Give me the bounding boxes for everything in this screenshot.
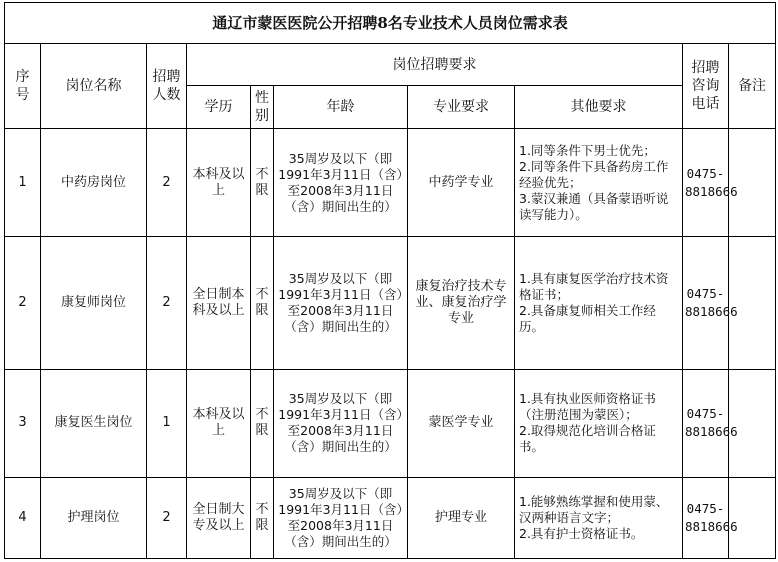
cell-age: 35周岁及以下（即1991年3月11日（含）至2008年3月11日（含）期间出生的） [274, 369, 408, 477]
cell-seq: 3 [5, 369, 41, 477]
table-row [5, 237, 776, 369]
cell-phone: 0475-8818666 [683, 477, 729, 558]
cell-count: 1 [147, 369, 187, 477]
cell-major: 中药学专业 [408, 129, 515, 237]
cell-major: 蒙医学专业 [408, 369, 515, 477]
cell-gender: 不限 [251, 369, 274, 477]
cell-count: 2 [147, 237, 187, 369]
cell-major: 康复治疗技术专业、康复治疗学专业 [408, 237, 515, 369]
other-requirement-line: 2.取得规范化培训合格证书。 [519, 423, 656, 455]
cell-other [515, 477, 683, 558]
recruitment-table [4, 2, 776, 559]
cell-age: 35周岁及以下（即1991年3月11日（含）至2008年3月11日（含）期间出生的） [274, 129, 408, 237]
header-remark: 备注 [729, 44, 776, 129]
header-requirements: 岗位招聘要求 [187, 44, 683, 86]
cell-phone: 0475-8818666 [683, 237, 729, 369]
header-phone: 招聘 咨询 电话 [683, 44, 729, 129]
header-gender: 性 别 [251, 86, 274, 129]
cell-other [515, 369, 683, 477]
other-requirement-line: 2.具有护士资格证书。 [519, 525, 644, 541]
header-education: 学历 [187, 86, 251, 129]
other-requirement-line: 1.同等条件下男士优先； [519, 142, 656, 158]
cell-other [515, 237, 683, 369]
cell-major: 护理专业 [408, 477, 515, 558]
other-requirement-line: 1.能够熟练掌握和使用蒙、汉两种语言文字； [519, 493, 669, 525]
table-row [5, 129, 776, 237]
header-position: 岗位名称 [41, 44, 147, 129]
cell-seq: 4 [5, 477, 41, 558]
table-row [5, 477, 776, 558]
header-seq: 序 号 [5, 44, 41, 129]
other-requirement-line: 2.同等条件下具备药房工作经验优先； [519, 158, 669, 190]
table-title: 通辽市蒙医医院公开招聘8名专业技术人员岗位需求表 [5, 3, 776, 44]
other-requirement-line: 2.具备康复师相关工作经历。 [519, 303, 656, 335]
cell-position: 护理岗位 [41, 477, 147, 558]
cell-position: 康复医生岗位 [41, 369, 147, 477]
cell-phone: 0475-8818666 [683, 369, 729, 477]
header-other: 其他要求 [515, 86, 683, 129]
header-count: 招聘 人数 [147, 44, 187, 129]
other-requirement-line: 1.具有执业医师资格证书（注册范围为蒙医）； [519, 391, 656, 423]
cell-gender: 不限 [251, 129, 274, 237]
cell-education: 本科及以上 [187, 129, 251, 237]
cell-remark [729, 477, 776, 558]
cell-gender: 不限 [251, 477, 274, 558]
cell-gender: 不限 [251, 237, 274, 369]
cell-phone: 0475-8818666 [683, 129, 729, 237]
table-row [5, 369, 776, 477]
other-requirement-line: 1.具有康复医学治疗技术资格证书； [519, 271, 669, 303]
cell-position: 康复师岗位 [41, 237, 147, 369]
cell-position: 中药房岗位 [41, 129, 147, 237]
cell-count: 2 [147, 129, 187, 237]
header-major: 专业要求 [408, 86, 515, 129]
cell-other [515, 129, 683, 237]
cell-remark [729, 129, 776, 237]
cell-education: 全日制大专及以上 [187, 477, 251, 558]
cell-count: 2 [147, 477, 187, 558]
other-requirement-line: 3.蒙汉兼通（具备蒙语听说读写能力）。 [519, 190, 669, 222]
table-body [5, 129, 776, 559]
cell-age: 35周岁及以下（即1991年3月11日（含）至2008年3月11日（含）期间出生的） [274, 477, 408, 558]
cell-seq: 2 [5, 237, 41, 369]
cell-education: 全日制本科及以上 [187, 237, 251, 369]
cell-seq: 1 [5, 129, 41, 237]
cell-age: 35周岁及以下（即1991年3月11日（含）至2008年3月11日（含）期间出生的） [274, 237, 408, 369]
header-age: 年龄 [274, 86, 408, 129]
cell-education: 本科及以上 [187, 369, 251, 477]
